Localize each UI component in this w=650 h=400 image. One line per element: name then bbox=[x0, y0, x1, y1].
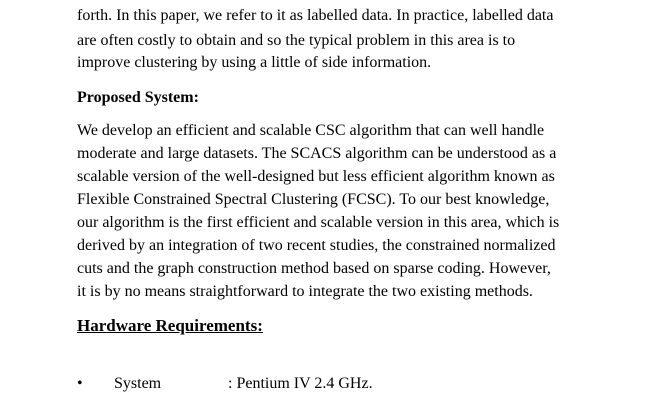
hardware-requirements-heading: Hardware Requirements: bbox=[77, 316, 263, 335]
proposed-line-7: cuts and the graph construction method based on sparse coding. However, bbox=[77, 260, 551, 277]
proposed-line-2: moderate and large datasets. The SCACS algorithm can be understood as a bbox=[77, 145, 557, 162]
spec-label-system: System bbox=[114, 375, 162, 392]
proposed-system-heading: Proposed System: bbox=[77, 89, 199, 106]
intro-line-1: forth. In this paper, we refer to it as labelled data. In practice, labelled data bbox=[77, 7, 554, 24]
proposed-line-3: scalable version of the well-designed but less efficient algorithm known as bbox=[77, 168, 555, 185]
proposed-line-1: We develop an efficient and scalable CSC algorithm that can well handle bbox=[77, 122, 545, 139]
intro-line-2: are often costly to obtain and so the typical problem in this area is to bbox=[77, 32, 516, 49]
intro-line-3: improve clustering by using a little of side information. bbox=[77, 54, 432, 71]
spec-value-system: : Pentium IV 2.4 GHz. bbox=[228, 375, 373, 392]
proposed-line-8: it is by no means straightforward to integrate the two existing methods. bbox=[77, 283, 533, 300]
proposed-line-6: derived by an integration of two recent studies, the constrained normalized bbox=[77, 237, 556, 254]
proposed-line-5: our algorithm is the first efficient and scalable version in this area, which is bbox=[77, 214, 560, 231]
bullet-icon: • bbox=[77, 375, 83, 392]
proposed-line-4: Flexible Constrained Spectral Clustering (FCSC). To our best knowledge, bbox=[77, 191, 550, 208]
